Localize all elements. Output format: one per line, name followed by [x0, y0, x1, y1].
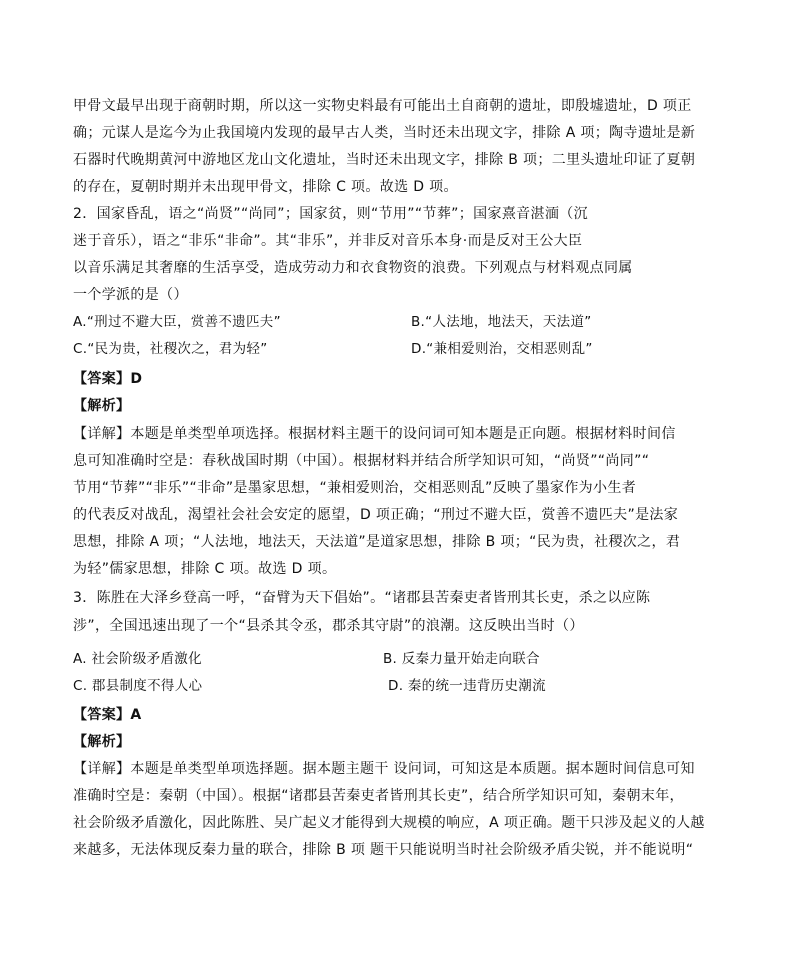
- q2-detail-line-5: 思想，排除 A 项；“人法地，地法天，天法道”是道家思想，排除 B 项；“民为贵，社稷次之，君: [73, 534, 681, 550]
- q2-option-c: C.“民为贵，社稷次之，君为轻”: [73, 341, 268, 357]
- q1-explanation-line-2: 确；元谋人是迄今为止我国境内发现的最早古人类，当时还未出现文字，排除 A 项；陶寺遗址是新: [73, 125, 696, 141]
- q1-explanation-line-1: 甲骨文最早出现于商朝时期，所以这一实物史料最有可能出土自商朝的遗址，即殷墟遗址，D 项正: [73, 98, 692, 114]
- q3-stem-line-2: 涉”，全国迅速出现了一个“县杀其令丞，郡杀其守尉”的浪潮。这反映出当时（）: [73, 618, 584, 634]
- q2-stem-line-2: 迷于音乐），语之“非乐“非命”。其“非乐”，并非反对音乐本身·而是反对王公大臣: [73, 233, 583, 249]
- q2-detail-line-1: 【详解】本题是单类型单项选择。根据材料主题干的设问词可知本题是正向题。根据材料时间信: [73, 426, 676, 442]
- q3-analysis-label: 【解析】: [73, 734, 131, 750]
- q3-detail-line-4: 来越多，无法体现反秦力量的联合，排除 B 项 题干只能说明当时社会阶级矛盾尖锐，并不能说明“: [73, 842, 694, 858]
- q2-detail-line-2: 息可知准确时空是：春秋战国时期（中国）。根据材料并结合所学知识可知，“尚贤”“尚同”“: [73, 453, 650, 469]
- q2-stem-line-3: 以音乐满足其奢靡的生活享受，造成劳动力和衣食物资的浪费。下列观点与材料观点同属: [73, 260, 633, 276]
- q2-detail-line-6: 为轻”儒家思想，排除 C 项。故选 D 项。: [73, 561, 337, 577]
- q2-detail-line-4: 的代表反对战乱，渴望社会社会安定的愿望，D 项正确；“刑过不避大臣，赏善不遗匹夫”是法家: [73, 507, 679, 523]
- q3-option-a: A. 社会阶级矛盾激化: [73, 651, 202, 667]
- q2-analysis-label: 【解析】: [73, 398, 131, 414]
- q3-answer: 【答案】A: [73, 707, 142, 723]
- q3-detail-line-2: 准确时空是：秦朝（中国）。根据“诸郡县苦秦吏者皆刑其长吏”，结合所学知识可知，秦朝末年，: [73, 788, 684, 804]
- q3-option-d: D. 秦的统一违背历史潮流: [388, 678, 546, 694]
- q1-explanation-line-3: 石器时代晚期黄河中游地区龙山文化遗址，当时还未出现文字，排除 B 项；二里头遗址印证了夏朝: [73, 152, 696, 168]
- q2-stem-line-1: 2．国家昏乱，语之“尚贤”“尚同”；国家贫，则“节用”“节葬”；国家熹音湛湎（沉: [73, 206, 588, 222]
- q3-detail-line-3: 社会阶级矛盾激化，因此陈胜、吴广起义才能得到大规模的响应，A 项正确。题干只涉及起义的人越: [73, 815, 705, 831]
- q2-detail-line-3: 节用“节葬”“非乐”“非命”是墨家思想，“兼相爱则治，交相恶则乱”反映了墨家作为小生者: [73, 480, 637, 496]
- q1-explanation-line-4: 的存在，夏朝时期并未出现甲骨文，排除 C 项。故选 D 项。: [73, 179, 458, 195]
- q3-option-b: B. 反秦力量开始走向联合: [383, 651, 540, 667]
- q2-option-b: B.“人法地，地法天，天法道”: [411, 314, 592, 330]
- q3-option-c: C. 郡县制度不得人心: [73, 678, 203, 694]
- q2-option-a: A.“刑过不避大臣，赏善不遗匹夫”: [73, 314, 281, 330]
- q3-stem-line-1: 3．陈胜在大泽乡登高一呼，“奋臂为天下倡始”。“诸郡县苦秦吏者皆刑其长吏，杀之以应陈: [73, 590, 651, 606]
- q3-detail-line-1: 【详解】本题是单类型单项选择题。据本题主题干 设问词，可知这是本质题。据本题时间信息可知: [73, 761, 695, 777]
- q2-option-d: D.“兼相爱则治，交相恶则乱”: [411, 341, 593, 357]
- q2-stem-line-4: 一个学派的是（）: [73, 287, 188, 303]
- q2-answer: 【答案】D: [73, 371, 143, 387]
